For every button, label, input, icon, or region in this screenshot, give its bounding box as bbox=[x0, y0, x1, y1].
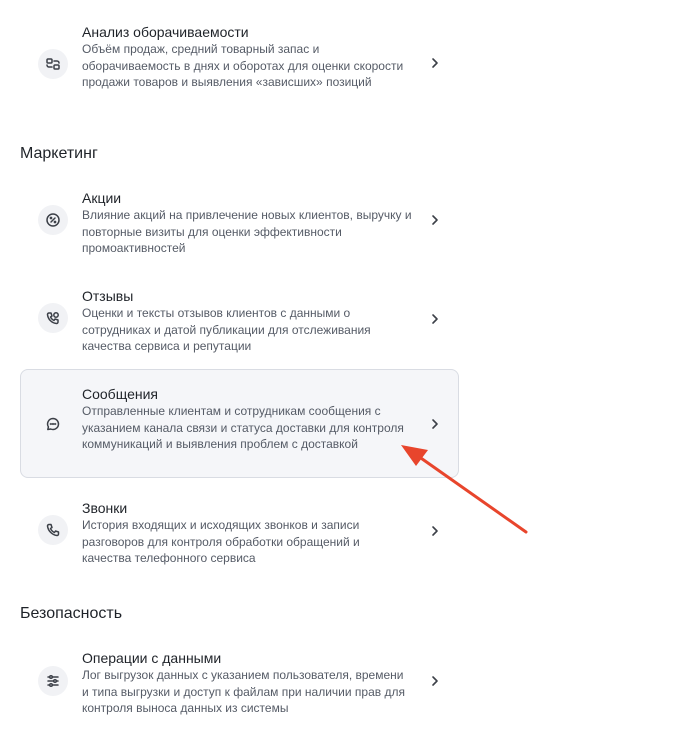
chevron-right-icon bbox=[430, 524, 440, 538]
sliders-icon bbox=[38, 666, 68, 696]
report-item-description: Влияние акций на привлечение новых клиентов, выручку и повторные визиты для оценки эффективности промоактивностей bbox=[82, 208, 412, 255]
report-item-title: Акции bbox=[82, 190, 122, 206]
report-item-description: Оценки и тексты отзывов клиентов с данными о сотрудниках и датой публикации для отслеживания качества сервиса и репутации bbox=[82, 306, 371, 353]
promo-badge-icon bbox=[38, 205, 68, 235]
report-item-description: Лог выгрузок данных с указанием пользователя, времени и типа выгрузки и доступ к файлам при наличии прав для контроля выноса данных из системы bbox=[82, 668, 405, 715]
message-icon bbox=[38, 409, 68, 439]
chevron-right-icon bbox=[430, 312, 440, 326]
report-item-calls[interactable] bbox=[20, 490, 459, 570]
report-item-title: Сообщения bbox=[82, 386, 158, 402]
report-item-title: Звонки bbox=[82, 500, 128, 516]
turnover-icon bbox=[38, 49, 68, 79]
chevron-right-icon bbox=[430, 417, 440, 431]
chevron-right-icon bbox=[430, 674, 440, 688]
report-item-messages[interactable] bbox=[20, 369, 459, 478]
report-item-data-operations[interactable] bbox=[20, 640, 459, 722]
report-item-description: Отправленные клиентам и сотрудникам сообщения с указанием канала связи и статуса доставки для контроля коммуникаций и выявления проблем с доставкой bbox=[82, 404, 404, 451]
report-item-turnover[interactable] bbox=[20, 14, 459, 110]
section-title-security: Безопасность bbox=[20, 605, 123, 622]
report-item-description: История входящих и исходящих звонков и записи разговоров для контроля обработки обращений и качества телефонного сервиса bbox=[82, 518, 360, 565]
chevron-right-icon bbox=[430, 56, 440, 70]
report-item-reviews[interactable] bbox=[20, 278, 459, 360]
reviews-icon bbox=[38, 303, 68, 333]
report-item-description: Объём продаж, средний товарный запас и оборачиваемость в днях и оборотах для оценки скорости продажи товаров и выявления «зависших» позиций bbox=[82, 42, 404, 89]
section-title-marketing: Маркетинг bbox=[20, 145, 98, 162]
phone-icon bbox=[38, 515, 68, 545]
report-item-promotions[interactable] bbox=[20, 180, 459, 262]
report-item-title: Операции с данными bbox=[82, 650, 222, 666]
report-item-title: Анализ оборачиваемости bbox=[82, 24, 249, 40]
chevron-right-icon bbox=[430, 213, 440, 227]
report-item-title: Отзывы bbox=[82, 288, 134, 304]
